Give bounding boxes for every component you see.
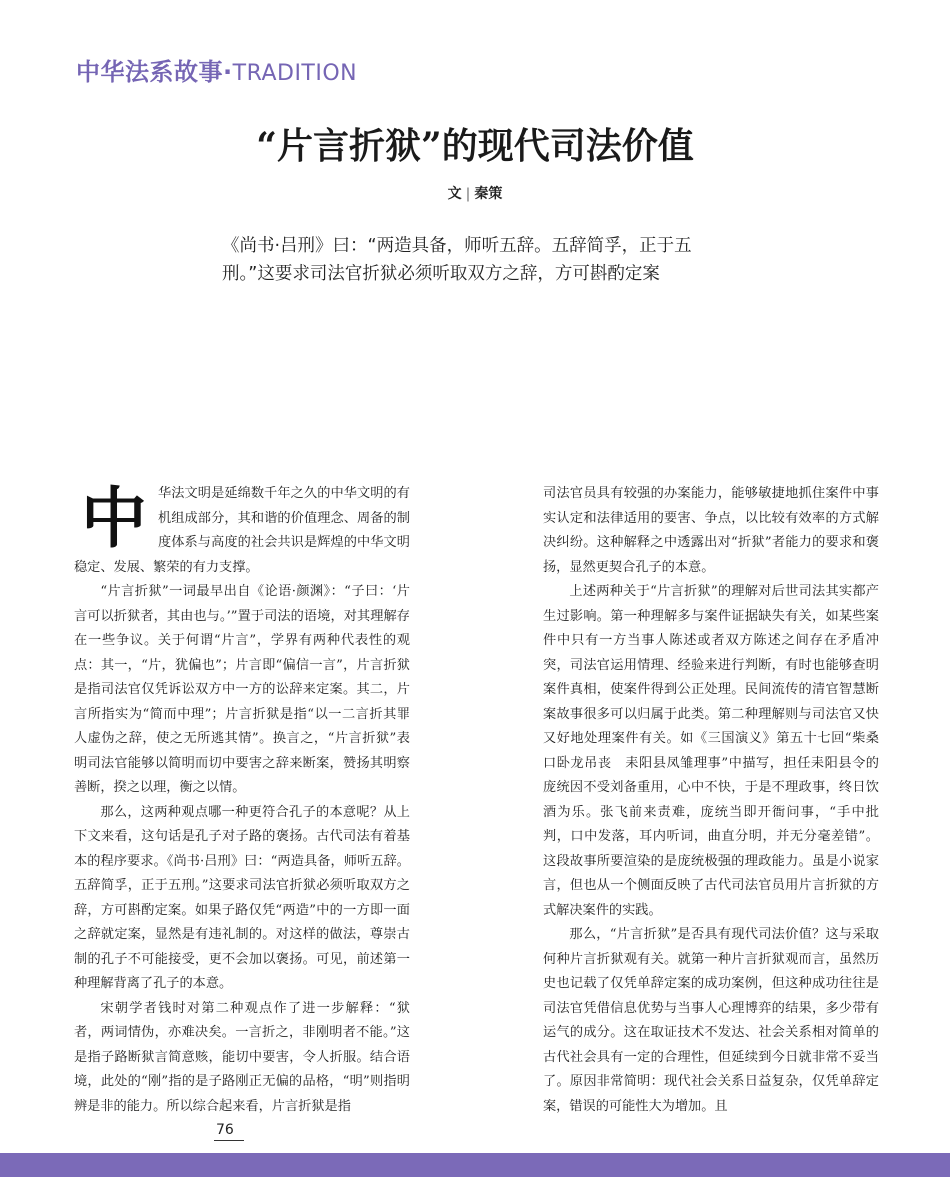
paragraph: 那么，“片言折狱”是否具有现代司法价值？这与采取何种片言折狱观有关。就第一种片言折狱观而言，虽然历史也记载了仅凭单辞定案的成功案例，但这种成功往往是司法官凭借信息优势与当事人心理博弈的结果，多少带有运气的成分。这在取证技术不发达、社会关系相对简单的古代社会具有一定的合理性，但延续到今日就非常不妥当了。原因非常简明：现代社会关系日益复杂，仅凭单辞定案，错误的可能性大为增加。且 [543, 927, 879, 1114]
paragraph: 上述两种关于“片言折狱”的理解对后世司法其实都产生过影响。第一种理解多与案件证据缺失有关，如某些案件中只有一方当事人陈述或者双方陈述之间存在矛盾冲突，司法官运用情理、经验来进行判断，有时也能够查明案件真相，使案件得到公正处理。民间流传的清官智慧断案故事很多可以归属于此类。第二种理解则与司法官又快又好地处理案件有关。如《三国演义》第五十七回“柴桑口卧龙吊丧 耒阳县凤雏理事”中描写，担任耒阳县令的庞统因不受刘备重用，心中不快，于是不理政事，终日饮酒为乐。张飞前来责难，庞统当即开衙问事，“手中批判，口中发落，耳内听词，曲直分明，并无分毫差错”。这段故事所要渲染的是庞统极强的理政能力。虽是小说家言，但也从一个侧面反映了古代司法官员用片言折狱的方式解决案件的实践。 [543, 584, 879, 918]
column-left [74, 482, 410, 1119]
section-name-en: TRADITION [232, 61, 358, 86]
column-right [543, 482, 879, 1119]
article-lede: 《尚书·吕刑》曰：“两造具备，师听五辞。五辞简孚，正于五刑。”这要求司法官折狱必须听取双方之辞，方可斟酌定案 [222, 236, 692, 284]
byline-separator: | [465, 186, 471, 202]
footer-bar [0, 1153, 950, 1177]
paragraph: 华法文明是延绵数千年之久的中华文明的有机组成部分，其和谐的价值理念、周备的制度体系与高度的社会共识是辉煌的中华文明稳定、发展、繁荣的有力支撑。 [74, 486, 410, 575]
paragraph: 宋朝学者钱时对第二种观点作了进一步解释：“狱者，两词情伪，亦难决矣。一言折之，非刚明者不能。”这是指子路断狱言简意赅，能切中要害，令人折服。结合语境，此处的“刚”指的是子路刚正无偏的品格，“明”则指明辨是非的能力。所以综合起来看，片言折狱是指 [74, 1000, 410, 1114]
byline [0, 183, 950, 203]
article-title: “片言折狱”的现代司法价值 [256, 125, 694, 167]
author-name: 秦策 [474, 186, 503, 202]
section-header [76, 52, 357, 87]
drop-cap: 中 [81, 480, 147, 557]
byline-prefix: 文 [447, 186, 462, 202]
paragraph: 那么，这两种观点哪一种更符合孔子的本意呢？从上下文来看，这句话是孔子对子路的褒扬。古代司法有着基本的程序要求。《尚书·吕刑》曰：“两造具备，师听五辞。五辞简孚，正于五刑。”这要求司法官折狱必须听取双方之辞，方可斟酌定案。如果子路仅凭“两造”中的一方即一面之辞就定案，显然是有违礼制的。对这样的做法，尊崇古制的孔子不可能接受，更不会加以褒扬。可见，前述第一种理解背离了孔子的本意。 [74, 804, 410, 991]
paragraph: 司法官员具有较强的办案能力，能够敏捷地抓住案件中事实认定和法律适用的要害、争点，以比较有效率的方式解决纠纷。这种解释之中透露出对“折狱”者能力的要求和褒扬，显然更契合孔子的本意。 [543, 486, 879, 575]
paragraph: “片言折狱”一词最早出自《论语·颜渊》：“子曰：‘片言可以折狱者，其由也与。’”置于司法的语境，对其理解存在一些争议。关于何谓“片言”，学界有两种代表性的观点：其一，“片，犹偏也”；片言即“偏信一言”，片言折狱是指司法官仅凭诉讼双方中一方的讼辞来定案。其二，片言所指实为“简而中理”；片言折狱是指“以一二言折其罪人虚伪之辞，使之无所逃其情”。换言之，“片言折狱”表明司法官能够以简明而切中要害之辞来断案，赞扬其明察善断，揆之以理，衡之以情。 [74, 584, 410, 795]
page-number: 76 [216, 1122, 234, 1138]
page-number-rule [214, 1140, 244, 1141]
section-name-cn: 中华法系故事· [76, 58, 233, 86]
